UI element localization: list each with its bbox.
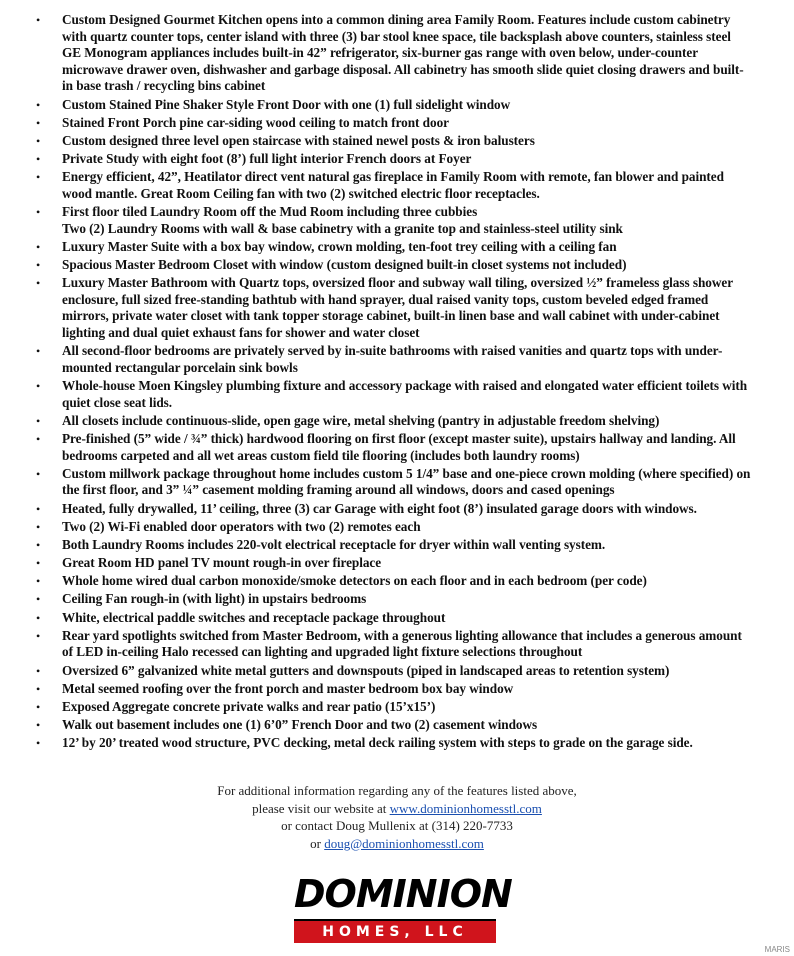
feature-item <box>36 735 752 752</box>
feature-text: Custom Stained Pine Shaker Style Front Door with one (1) full sidelight window <box>62 96 511 112</box>
feature-text: 12’ by 20’ treated wood structure, PVC decking, metal deck railing system with steps to grade on the garage side. <box>62 735 693 751</box>
feature-item <box>36 537 752 554</box>
feature-item <box>36 519 752 536</box>
feature-text: Exposed Aggregate concrete private walks and rear patio (15’x15’) <box>62 699 436 714</box>
feature-text: Rear yard spotlights switched from Master Bedroom, with a generous lighting allowance that includes a generous amount of LED in-ceiling Halo recessed can lighting and upgraded light fixture selections throughout <box>62 627 742 660</box>
feature-text: Custom Designed Gourmet Kitchen opens into a common dining area Family Room. Features include custom cabinetry with quartz counter tops, center island with three (3) bar stool knee space, tile backsplash above counters, stainless steel GE Monogram appliances includes built-in 42” refrigerator, six-burner gas range with oven below, under-counter microwave drawer oven, dishwasher and garbage disposal. All cabinetry has smooth slide quiet closing drawers and built-in base trash / recycling bins cabinet <box>62 12 744 94</box>
bullet-icon: • <box>36 13 41 27</box>
feature-text: Spacious Master Bedroom Closet with window (custom designed built-in closet systems not included) <box>62 257 627 273</box>
bullet-icon: • <box>36 239 41 254</box>
feature-item <box>36 204 752 221</box>
feature-item <box>36 275 752 341</box>
bullet-icon: • <box>36 152 41 167</box>
feature-item <box>36 663 752 680</box>
feature-item <box>36 413 752 430</box>
bullet-icon: • <box>36 170 41 185</box>
bullet-icon: • <box>36 537 41 552</box>
feature-text: Ceiling Fan rough-in (with light) in upstairs bedrooms <box>62 591 367 607</box>
contact-line-2 <box>0 800 794 818</box>
bullet-icon: • <box>36 663 41 678</box>
logo-subtitle-bar: HOMES, LLC <box>294 919 496 943</box>
feature-text: Two (2) Wi-Fi enabled door operators with two (2) remotes each <box>62 518 421 534</box>
feature-item <box>36 97 752 114</box>
feature-item <box>36 628 752 661</box>
feature-item <box>36 699 752 716</box>
feature-text: Great Room HD panel TV mount rough-in over fireplace <box>62 555 382 571</box>
email-link[interactable]: doug@dominionhomesstl.com <box>324 835 484 851</box>
feature-text: Private Study with eight foot (8’) full light interior French doors at Foyer <box>62 151 472 167</box>
feature-item <box>36 257 752 274</box>
feature-item <box>36 501 752 518</box>
feature-text: Custom millwork package throughout home includes custom 5 1/4” base and one-piece crown molding (where specified) on the first floor, and 3” ¼” casement molding framing around all windows, doors and cased openings <box>62 465 751 498</box>
bullet-icon: • <box>36 574 41 589</box>
bullet-icon: • <box>36 628 41 643</box>
contact-line-1: For additional information regarding any of the features listed above, <box>217 783 577 798</box>
bullet-icon: • <box>36 431 41 446</box>
bullet-icon: • <box>36 592 41 607</box>
bullet-icon: • <box>36 466 41 481</box>
feature-text: Luxury Master Bathroom with Quartz tops, oversized floor and subway wall tiling, oversized ½” frameless glass shower enclosure, full sized free-standing bathtub with hand sprayer, dual raised vanity tops, custom beveled edged framed mirrors, private water closet with tank topper storage cabinet, built-in linen base and wall cabinet with under-cabinet lighting and dual quiet exhaust fans for shower and water closet <box>62 275 733 341</box>
feature-text: Energy efficient, 42”, Heatilator direct vent natural gas fireplace in Family Room with remote, fan blower and painted wood mantle. Great Room Ceiling fan with two (2) switched electric floor receptacles. <box>62 169 724 201</box>
feature-item <box>36 239 752 256</box>
feature-item <box>36 717 752 734</box>
feature-text: All closets include continuous-slide, open gage wire, metal shelving (pantry in adjustable freedom shelving) <box>62 412 660 428</box>
feature-text: Metal seemed roofing over the front porch and master bedroom box bay window <box>62 680 514 696</box>
features-list <box>36 12 752 754</box>
feature-item <box>36 591 752 608</box>
feature-item <box>36 221 752 238</box>
dominion-homes-logo <box>294 872 512 944</box>
feature-text: First floor tiled Laundry Room off the Mud Room including three cubbies <box>62 204 478 220</box>
feature-text: Two (2) Laundry Rooms with wall & base cabinetry with a granite top and stainless-steel utility sink <box>62 220 623 236</box>
feature-item <box>36 555 752 572</box>
feature-item <box>36 343 752 376</box>
bullet-icon: • <box>36 718 41 733</box>
website-link[interactable]: www.dominionhomesstl.com <box>389 800 542 816</box>
bullet-icon: • <box>36 344 41 359</box>
feature-text: Custom designed three level open staircase with stained newel posts & iron balusters <box>62 132 535 148</box>
bullet-icon: • <box>36 258 41 273</box>
feature-text: White, electrical paddle switches and receptacle package throughout <box>62 609 446 625</box>
feature-item <box>36 169 752 202</box>
bullet-icon: • <box>36 556 41 571</box>
bullet-icon: • <box>36 379 41 393</box>
bullet-icon: • <box>36 700 41 714</box>
bullet-icon: • <box>36 276 41 291</box>
bullet-icon: • <box>36 205 41 220</box>
bullet-icon: • <box>36 681 41 696</box>
bullet-icon: • <box>36 519 41 534</box>
feature-item <box>36 115 752 132</box>
feature-text: Walk out basement includes one (1) 6’0” French Door and two (2) casement windows <box>62 717 538 733</box>
bullet-icon: • <box>36 133 41 148</box>
watermark: MARIS <box>764 945 790 954</box>
feature-item <box>36 466 752 499</box>
feature-item <box>36 12 752 95</box>
feature-item <box>36 151 752 168</box>
feature-text: Stained Front Porch pine car-siding wood ceiling to match front door <box>62 114 449 130</box>
contact-line-2-prefix: please visit our website at <box>252 800 390 816</box>
feature-text: Whole home wired dual carbon monoxide/smoke detectors on each floor and in each bedroom (per code) <box>62 573 647 589</box>
feature-item <box>36 681 752 698</box>
feature-text: Oversized 6” galvanized white metal gutters and downspouts (piped in landscaped areas to retention system) <box>62 662 670 678</box>
bullet-icon: • <box>36 413 41 428</box>
logo-wordmark: DOMINION <box>294 872 512 916</box>
contact-line-3: or contact Doug Mullenix at (314) 220-7733 <box>281 818 513 833</box>
contact-line-4-prefix: or <box>310 835 325 851</box>
feature-item <box>36 133 752 150</box>
feature-text: Heated, fully drywalled, 11’ ceiling, three (3) car Garage with eight foot (8’) insulated garage doors with windows. <box>62 500 697 516</box>
feature-item <box>36 378 752 411</box>
feature-text: Pre-finished (5” wide / ¾” thick) hardwood flooring on first floor (except master suite), upstairs hallway and landing. All bedrooms carpeted and all wet areas custom field tile flooring (includes both laundry rooms) <box>62 430 736 463</box>
feature-text: All second-floor bedrooms are privately served by in-suite bathrooms with raised vanities and quartz tops with under-mounted rectangular porcelain sink bowls <box>62 343 723 375</box>
contact-block <box>0 782 794 852</box>
bullet-icon: • <box>36 736 41 751</box>
feature-text: Luxury Master Suite with a box bay window, crown molding, ten-foot trey ceiling with a ceiling fan <box>62 238 617 254</box>
bullet-icon: • <box>36 97 41 112</box>
feature-item <box>36 573 752 590</box>
bullet-icon: • <box>36 115 41 130</box>
bullet-icon: • <box>36 501 41 516</box>
feature-item <box>36 610 752 627</box>
feature-text: Whole-house Moen Kingsley plumbing fixture and accessory package with raised and elongated water efficient toilets with quiet close seat lids. <box>62 378 748 410</box>
contact-line-4 <box>0 835 794 853</box>
feature-text: Both Laundry Rooms includes 220-volt electrical receptacle for dryer within wall venting system. <box>62 536 606 552</box>
feature-item <box>36 431 752 464</box>
bullet-icon: • <box>36 610 41 625</box>
